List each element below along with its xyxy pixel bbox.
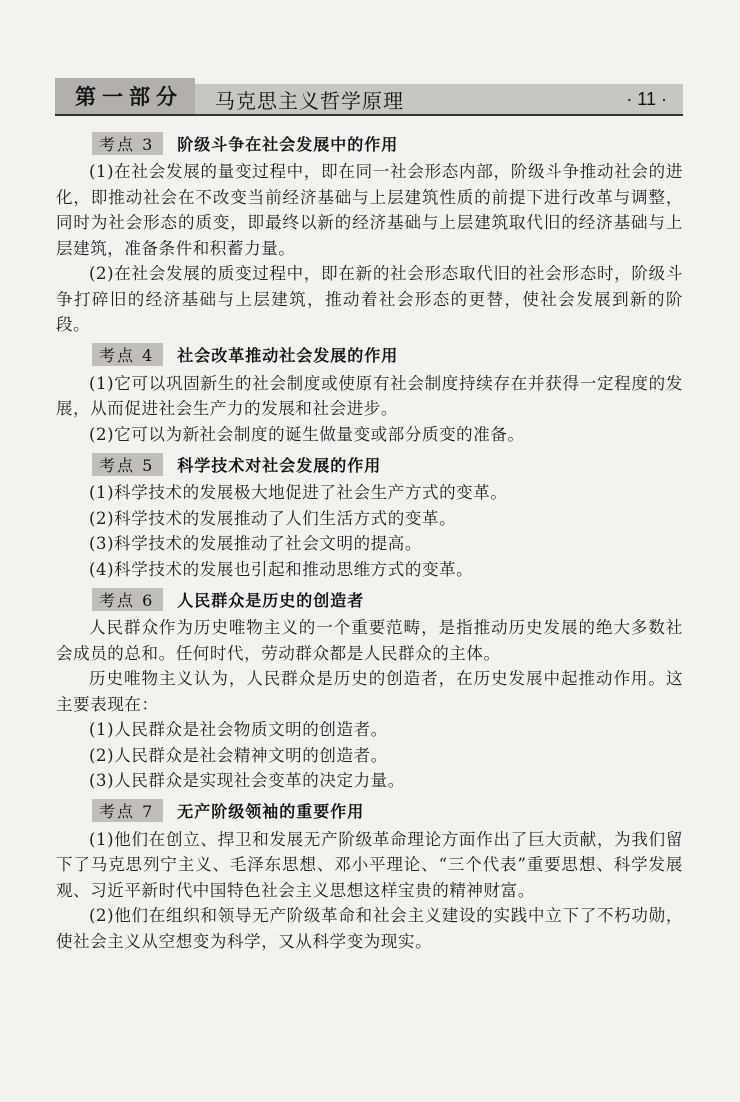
paragraph: (2)他们在组织和领导无产阶级革命和社会主义建设的实践中立下了不朽功勋，使社会主义从空想变为科学，又从科学变为现实。 (56, 906, 683, 951)
paragraph: (1)在社会发展的量变过程中，即在同一社会形态内部，阶级斗争推动社会的进化，即推动社会在不改变当前经济基础与上层建筑性质的前提下进行改革与调整，同时为社会形态的质变，即最终以新的经济基础与上层建筑取代旧的经济基础与上层建筑，准备条件和积蓄力量。 (56, 162, 683, 258)
kaodian-tag: 考点 4 (92, 343, 163, 366)
section-heading (92, 449, 683, 479)
page-content (56, 126, 683, 954)
section-title: 无产阶级领袖的重要作用 (177, 802, 365, 821)
paragraph: (4)科学技术的发展也引起和推动思维方式的变革。 (89, 559, 474, 579)
chapter-title: 马克思主义哲学原理 (215, 88, 404, 113)
section-heading (92, 128, 683, 158)
section-heading (92, 340, 683, 370)
page-number: · 11 · (626, 88, 667, 109)
paragraph: (1)他们在创立、捍卫和发展无产阶级革命理论方面作出了巨大贡献，为我们留下了马克思列宁主义、毛泽东思想、邓小平理论、“三个代表”重要思想、科学发展观、习近平新时代中国特色社会主义思想这样宝贵的精神财富。 (56, 829, 683, 900)
paragraph: (1)科学技术的发展极大地促进了社会生产方式的变革。 (89, 483, 508, 502)
section-heading (92, 584, 683, 614)
kaodian-tag: 考点 7 (92, 799, 163, 822)
paragraph: (3)科学技术的发展推动了社会文明的提高。 (89, 534, 422, 553)
paragraph: (3)人民群众是实现社会变革的决定力量。 (89, 771, 405, 790)
paragraph: (2)科学技术的发展推动了人们生活方式的变革。 (89, 508, 457, 528)
header-rule (55, 114, 683, 116)
section-title: 阶级斗争在社会发展中的作用 (177, 134, 399, 154)
section-title: 人民群众是历史的创造者 (177, 590, 365, 610)
section-heading (92, 796, 683, 826)
paragraph: (2)人民群众是社会精神文明的创造者。 (89, 745, 388, 765)
paragraph: 历史唯物主义认为，人民群众是历史的创造者，在历史发展中起推动作用。这主要表现在： (56, 669, 683, 714)
kaodian-tag: 考点 6 (92, 588, 163, 611)
paragraph: (1)人民群众是社会物质文明的创造者。 (89, 720, 388, 739)
paragraph: (2)它可以为新社会制度的诞生做量变或部分质变的准备。 (89, 424, 525, 444)
section-title: 科学技术对社会发展的作用 (177, 455, 382, 475)
part-label: 第一部分 (55, 78, 195, 114)
kaodian-tag: 考点 3 (92, 132, 163, 155)
paragraph: (1)它可以巩固新生的社会制度或使原有社会制度持续存在并获得一定程度的发展，从而促进社会生产力的发展和社会进步。 (56, 373, 683, 418)
page-header (55, 78, 683, 116)
paragraph: 人民群众作为历史唯物主义的一个重要范畴，是指推动历史发展的绝大多数社会成员的总和。任何时代，劳动群众都是人民群众的主体。 (56, 618, 683, 663)
paragraph: (2)在社会发展的质变过程中，即在新的社会形态取代旧的社会形态时，阶级斗争打碎旧的经济基础与上层建筑，推动着社会形态的更替，使社会发展到新的阶段。 (56, 264, 683, 334)
kaodian-tag: 考点 5 (92, 453, 163, 476)
section-title: 社会改革推动社会发展的作用 (177, 346, 399, 365)
